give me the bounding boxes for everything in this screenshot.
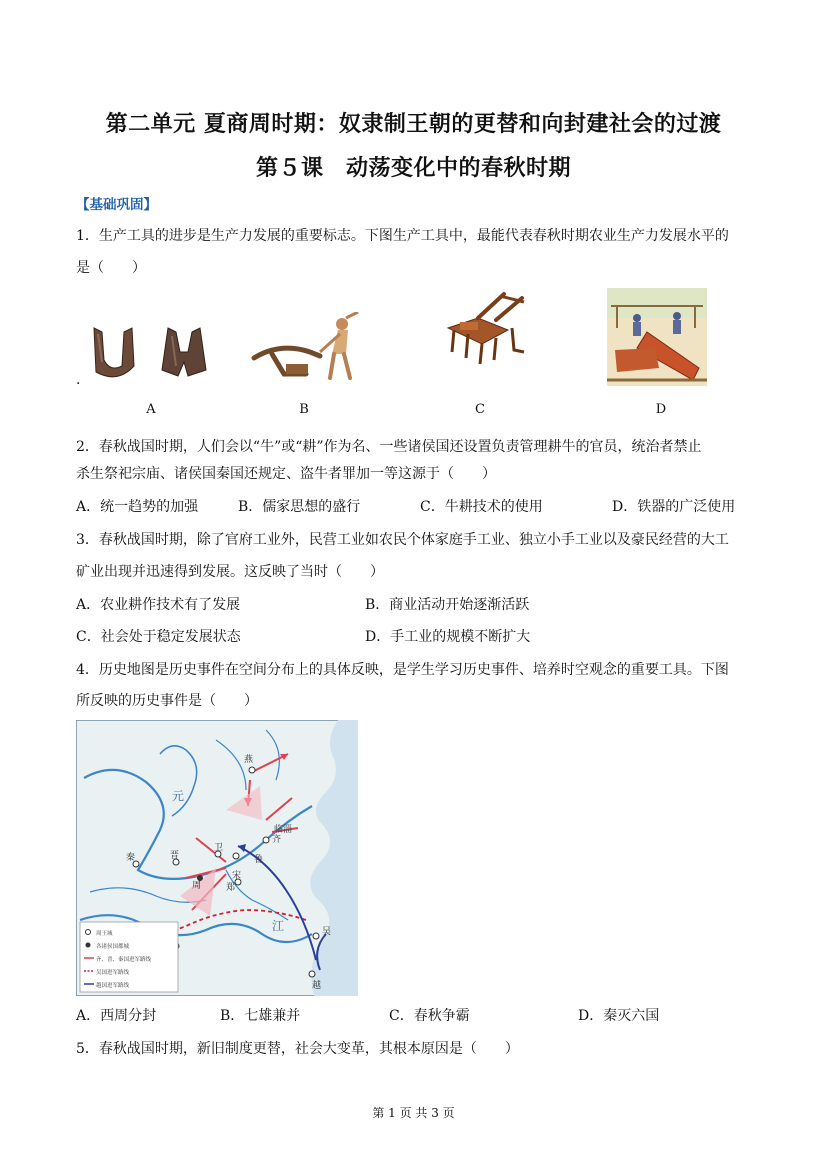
q2-option-a[interactable]: A．统一趋势的加强 (76, 499, 199, 515)
q3-stem-line1: 3．春秋战国时期，除了官府工业外，民营工业如农民个体家庭手工业、独立小手工业以及豪民经营的大工 (76, 532, 729, 548)
q1-caption-a: A (146, 402, 156, 417)
map-label-jiang: 江 (272, 919, 285, 933)
map-label-zhou: 周 (192, 881, 202, 891)
legend-item-state-capital: 各诸侯国都城 (96, 944, 130, 950)
map-label-qin: 秦 (126, 853, 136, 863)
q2-stem-line2: 杀生祭祀宗庙、诸侯国秦国还规定、盗牛者罪加一等这源于（ ） (76, 466, 496, 482)
map-label-yue: 越 (312, 981, 322, 991)
q4-stem-line2: 所反映的历史事件是（ ） (76, 693, 258, 709)
map-label-wei: 卫 (214, 843, 224, 853)
q4-option-b[interactable]: B．七雄兼并 (220, 1008, 301, 1024)
q2-option-d[interactable]: D．铁器的广泛使用 (612, 499, 736, 515)
tool-image-b (250, 312, 370, 384)
page-footer: 第 1 页 共 3 页 (372, 1106, 455, 1120)
map-label-wu: 吴 (322, 927, 332, 937)
q2-stem-line1: 2．春秋战国时期，人们会以“牛”或“耕”作为名、一些诸侯国还设置负责管理耕牛的官员，统治者禁止 (76, 439, 702, 455)
q1-caption-d: D (655, 402, 667, 417)
tool-image-c (438, 290, 530, 368)
map-legend (80, 922, 178, 992)
q5-stem-line1: 5．春秋战国时期，新旧制度更替，社会大变革，其根本原因是（ ） (76, 1041, 519, 1057)
q2-option-b[interactable]: B．儒家思想的盛行 (238, 499, 361, 515)
q1-stem-line1: 1．生产工具的进步是生产力发展的重要标志。下图生产工具中，最能代表春秋时期农业生产力发展水平的 (76, 228, 729, 244)
legend-item-capital: 周王城 (96, 931, 113, 937)
q2-option-c[interactable]: C．牛耕技术的使用 (420, 499, 543, 515)
legend-item-red-route: 齐、晋、秦国进军路线 (96, 957, 152, 963)
q4-stem-line1: 4．历史地图是历史事件在空间分布上的具体反映，是学生学习历史事件、培养时空观念的重要工具。下图 (76, 662, 729, 678)
section-heading: 【基础巩固】 (76, 197, 157, 213)
tool-image-d (607, 288, 707, 386)
q4-option-a[interactable]: A．西周分封 (76, 1008, 157, 1024)
q1-dot: . (76, 372, 81, 388)
q3-option-d[interactable]: D．手工业的规模不断扩大 (365, 629, 531, 645)
q4-option-c[interactable]: C．春秋争霸 (389, 1008, 470, 1024)
q1-caption-c: C (475, 402, 485, 417)
history-map (76, 720, 358, 996)
map-label-linzi: 临淄 (274, 825, 293, 835)
tool-image-a (88, 322, 218, 384)
q1-caption-b: B (299, 402, 309, 417)
map-label-lu: 鲁 (254, 855, 264, 865)
q3-option-b[interactable]: B．商业活动开始逐渐活跃 (365, 597, 530, 613)
q3-stem-line2: 矿业出现并迅速得到发展。这反映了当时（ ） (76, 564, 384, 580)
map-label-jin: 晋 (170, 851, 180, 861)
map-label-song: 宋 (232, 871, 242, 881)
q1-stem-line2: 是（ ） (76, 260, 146, 276)
map-label-zheng: 郑 (226, 883, 236, 893)
map-label-yuan: 元 (172, 789, 185, 803)
legend-item-wu-route: 吴国进军路线 (96, 970, 130, 976)
map-label-yan: 燕 (244, 755, 254, 765)
q4-option-d[interactable]: D．秦灭六国 (578, 1008, 660, 1024)
lesson-title: 第５课 动荡变化中的春秋时期 (255, 155, 571, 181)
legend-item-yue-route: 越国进军路线 (96, 983, 130, 989)
q3-option-c[interactable]: C．社会处于稳定发展状态 (76, 629, 241, 645)
map-label-qi: 齐 (272, 835, 282, 845)
q3-option-a[interactable]: A．农业耕作技术有了发展 (76, 597, 241, 613)
unit-title: 第二单元 夏商周时期：奴隶制王朝的更替和向封建社会的过渡 (105, 111, 722, 137)
